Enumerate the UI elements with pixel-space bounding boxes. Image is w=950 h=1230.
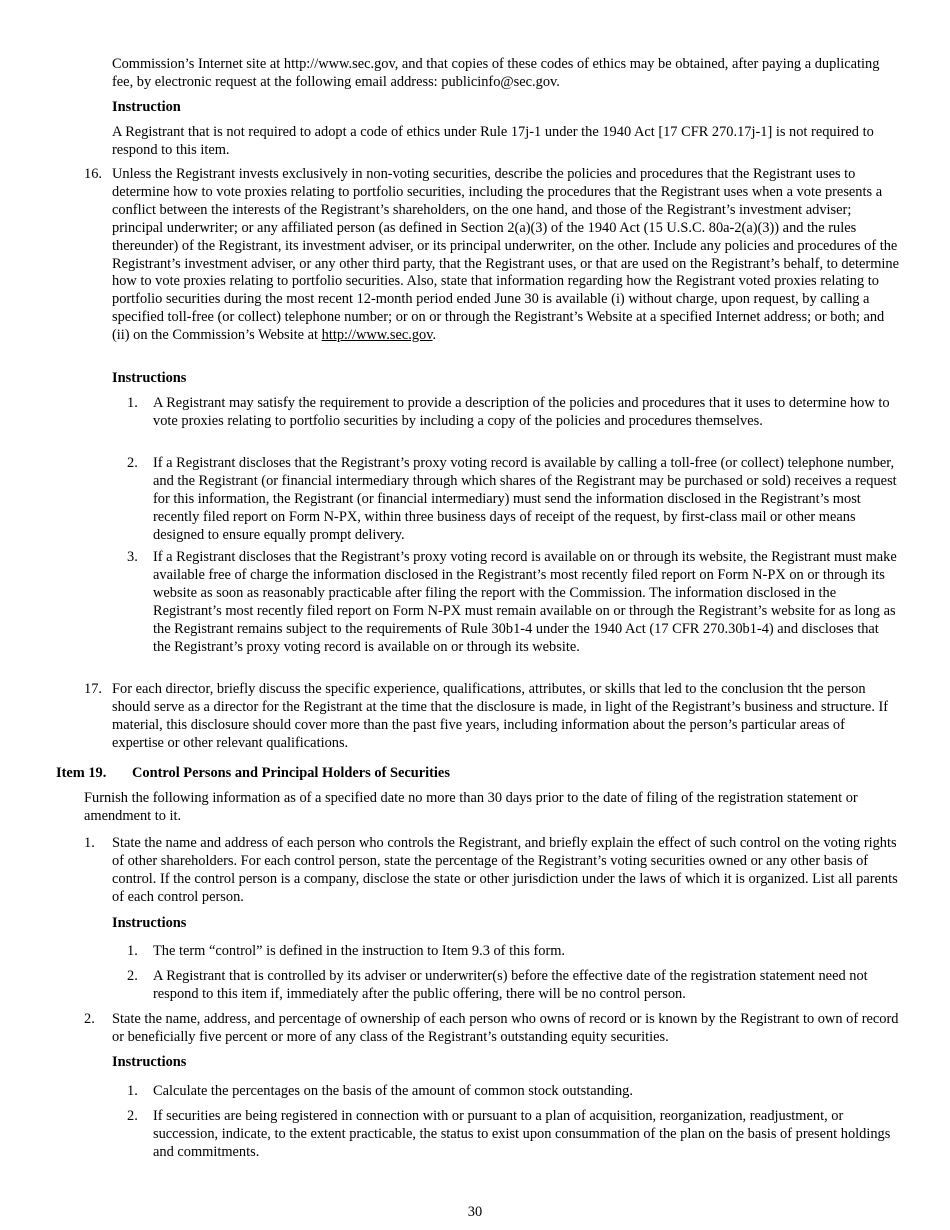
- item-19-p1-instruction-2-text: A Registrant that is controlled by its adviser or underwriter(s) before the effective date of the registration statement need not respond to this item if, immediately after the public offering, there will be no control person.: [153, 968, 868, 1002]
- item-16-instruction-2-number: 2.: [127, 455, 138, 471]
- item-19-p2-instruction-1-number: 1.: [127, 1083, 138, 1099]
- item-16-body: Unless the Registrant invests exclusively in non-voting securities, describe the policies and procedures that the Registrant uses to determine how to vote proxies relating to portfolio securities, including the procedures that the Registrant uses when a vote presents a conflict between the interests of the Registrant’s shareholders, on the one hand, and those of the Registrant’s investment adviser; principal underwriter; or any affiliated person (as defined in Section 2(a)(3) of the 1940 Act (15 U.S.C. 80a-2(a)(3)) and the rules thereunder) of the Registrant, its investment adviser, or its principal underwriter, on the other. Include any policies and procedures of the Registrant’s investment adviser, or any other third party, that the Registrant uses, or that are used on the Registrant’s behalf, to determine how to vote proxies relating to portfolio securities. Also, state that information regarding how the Registrant voted proxies relating to portfolio securities during the most recent 12-month period ended June 30 is available (i) without charge, upon request, by calling a specified toll-free (or collect) telephone number; or on or through the Registrant’s Website at a specified Internet address; or both; and (ii) on the Commission’s Website at: [112, 166, 899, 344]
- item-16-instruction-2-text: If a Registrant discloses that the Registrant’s proxy voting record is available by calling a toll-free (or collect) telephone number, and the Registrant (or financial intermediary through which shares of the Registrant may be purchased or sold) receives a request for this information, the Registrant (or financial intermediary) must send the information disclosed in the Registrant’s most recently filed report on Form N-PX, within three business days of receipt of the request, by first-class mail or other means designed to ensure equally prompt delivery.: [153, 455, 897, 543]
- item-16-number: 16.: [84, 166, 102, 182]
- item-19-p1-text: State the name and address of each person who controls the Registrant, and briefly explain the effect of such control on the voting rights of other shareholders. For each control person, state the percentage of the Registrant’s voting securities owned or any other basis of control. If the control person is a company, disclose the state or other jurisdiction under the laws of which it is organized. List all parents of each control person.: [112, 835, 898, 905]
- item-19-p1-instruction-2-number: 2.: [127, 968, 138, 984]
- item-16-instruction-1-number: 1.: [127, 395, 138, 411]
- item-19-p2-instruction-1-text: Calculate the percentages on the basis of the amount of common stock outstanding.: [153, 1083, 633, 1099]
- item-19-p2-instructions-heading: Instructions: [112, 1054, 187, 1070]
- instruction-text: A Registrant that is not required to adopt a code of ethics under Rule 17j-1 under the 1940 Act [17 CFR 270.17j-1] is not required to respond to this item.: [112, 124, 874, 158]
- item-16-instruction-3-text: If a Registrant discloses that the Registrant’s proxy voting record is available on or through its website, the Registrant must make available free of charge the information disclosed in the Registrant’s most recently filed report on Form N-PX on or through its website as soon as reasonably practicable after filing the report with the Commission. The information disclosed in the Registrant’s most recently filed report on Form N-PX must remain available on or through the Registrant’s website for as long as the Registrant remains subject to the requirements of Rule 30b1-4 under the 1940 Act (17 CFR 270.30b1-4) and discloses that the Registrant’s proxy voting record is available on or through its website.: [153, 549, 897, 655]
- item-16-end: .: [432, 327, 437, 344]
- item-19-label: Item 19.: [56, 765, 107, 781]
- intro-paragraph: Commission’s Internet site at http://www.sec.gov, and that copies of these codes of ethics may be obtained, after paying a duplicating fee, by electronic request at the following email address: publicinfo@sec.gov.: [112, 56, 880, 90]
- item-19-p1-number: 1.: [84, 835, 95, 851]
- item-16-instruction-3-number: 3.: [127, 549, 138, 565]
- item-19-title: Control Persons and Principal Holders of Securities: [132, 765, 450, 781]
- item-19-p1-instruction-1-number: 1.: [127, 943, 138, 959]
- item-19-p2-instruction-2-text: If securities are being registered in connection with or pursuant to a plan of acquisition, reorganization, readjustment, or succession, indicate, to the extent practicable, the status to exist upon consummation of the plan on the basis of present holdings and commitments.: [153, 1108, 891, 1160]
- item-19-p2-text: State the name, address, and percentage of ownership of each person who owns of record or is known by the Registrant to own of record or beneficially five percent or more of any class of the Registrant’s outstanding equity securities.: [112, 1011, 899, 1045]
- item-16-instructions-heading: Instructions: [112, 370, 187, 386]
- item-16-instruction-1-text: A Registrant may satisfy the requirement to provide a description of the policies and procedures that it uses to determine how to vote proxies relating to portfolio securities by including a copy of the policies and procedures themselves.: [153, 395, 890, 429]
- item-19-p1-instructions-heading: Instructions: [112, 915, 187, 931]
- page-number: 30: [467, 1204, 483, 1221]
- item-19-intro: Furnish the following information as of a specified date no more than 30 days prior to the date of filing of the registration statement or amendment to it.: [84, 790, 858, 824]
- item-17-number: 17.: [84, 681, 102, 697]
- item-19-p1-instruction-1-text: The term “control” is defined in the instruction to Item 9.3 of this form.: [153, 943, 566, 959]
- item-17-text: For each director, briefly discuss the specific experience, qualifications, attributes, or skills that led to the conclusion tht the person should serve as a director for the Registrant at the time that the disclosure is made, in light of the Registrant’s business and structure. If material, this disclosure should cover more than the past five years, including information about the person’s particular areas of expertise or other relevant qualifications.: [112, 681, 889, 751]
- item-19-p2-instruction-2-number: 2.: [127, 1108, 138, 1124]
- instruction-heading: Instruction: [112, 99, 181, 115]
- sec-website-link[interactable]: http://www.sec.gov: [321, 327, 433, 344]
- item-19-p2-number: 2.: [84, 1011, 95, 1027]
- item-16-text: [112, 166, 900, 345]
